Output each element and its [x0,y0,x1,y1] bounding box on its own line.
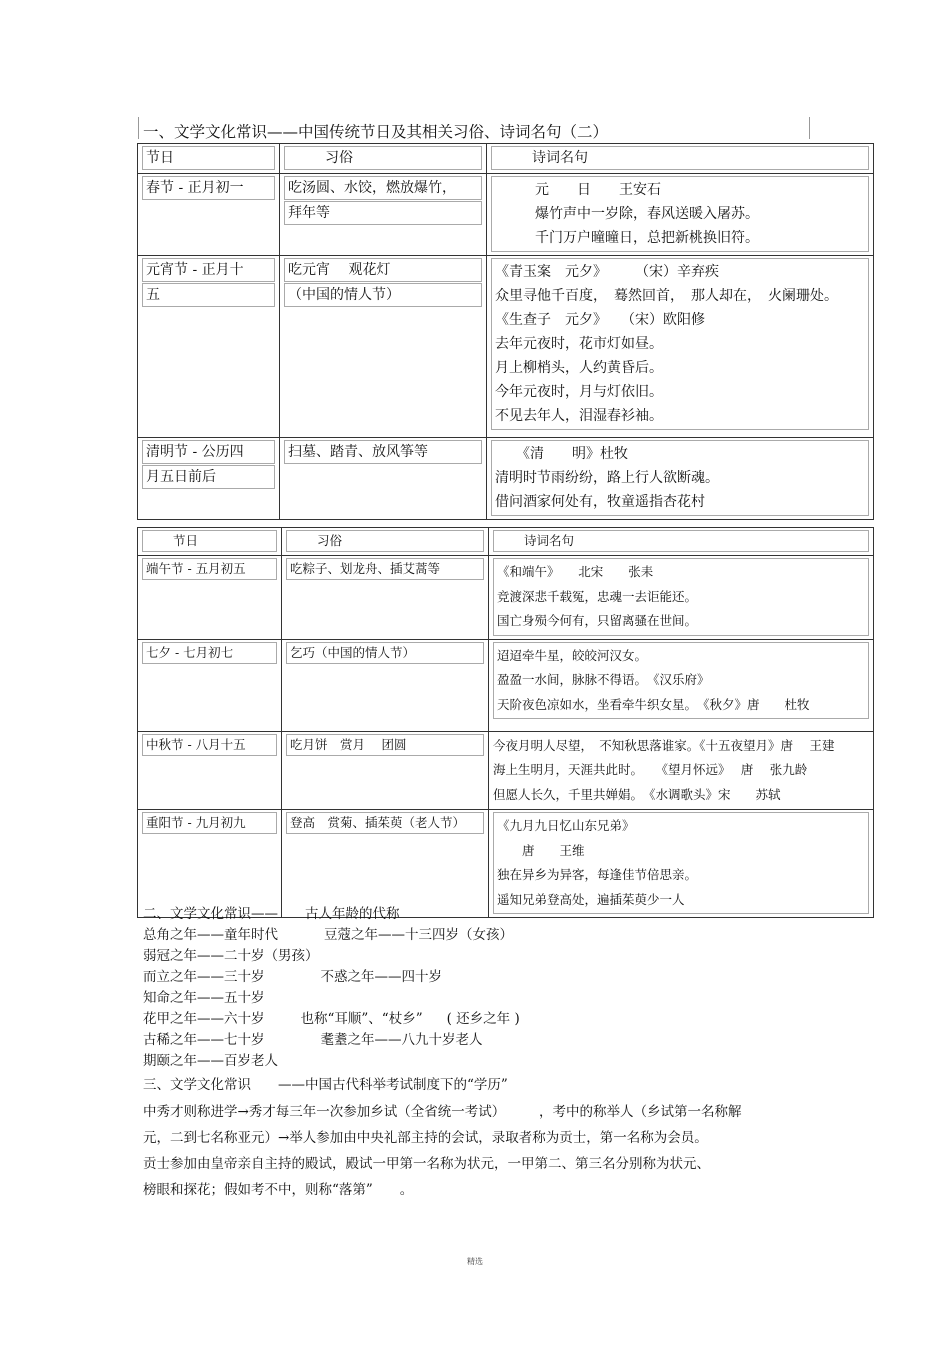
table-row [138,731,874,810]
age-term: 豆蔻之年——十三四岁（女孩） [324,927,513,943]
age-term: 耄耋之年——八九十岁老人 [320,1032,483,1048]
table-row [138,639,874,731]
age-term-row [143,1009,520,1030]
age-term: 花甲之年——六十岁 [143,1011,265,1027]
header-poems: 诗词名句 [493,530,869,552]
poem-line: 国亡身殒今何有，只留离骚在世间。 [497,613,698,628]
poem-line: 众里寻他千百度， 蓦然回首， 那人却在， 火阑珊处。 [495,288,838,304]
poem-line: 今夜月明人尽望， 不知秋思落谁家。《十五夜望月》唐 王建 [493,737,835,753]
age-term: 期颐之年——百岁老人 [143,1053,278,1069]
festival-name: 重阳节 - 九月初九 [142,812,277,834]
poem-block [491,176,869,252]
age-term-row [143,925,520,946]
poem-line: 海上生明月，天涯共此时。 《望月怀远》 唐 张九龄 [493,762,808,777]
poem-line: 《和端午》 北宋 张耒 [497,564,654,579]
festival-name: 五 [142,283,275,307]
age-term: 古稀之年——七十岁 [143,1032,265,1048]
poem-line: 竞渡深悲千载冤，忠魂一去讵能还。 [497,588,698,604]
header-festival: 节日 [142,146,275,170]
poem-line: 《青玉案 元夕》 （宋）辛弃疾 [495,264,719,280]
poem-line: 盈盈一水间，脉脉不得语。 《汉乐府》 [497,672,710,687]
festival-name: 月五日前后 [142,465,275,489]
paragraph-line: 贡士参加由皇帝亲自主持的殿试，殿试一甲第一名称为状元，一甲第二、第三名分别称为状元、 [143,1156,710,1172]
poem-line: 不见去年人，泪湿春衫袖。 [495,408,663,424]
poem-line: 今年元夜时，月与灯依旧。 [495,384,663,400]
festival-name: 中秋节 - 八月十五 [142,734,277,756]
poem-line: 千门万户曈曈日，总把新桃换旧符。 [535,230,759,246]
custom-text: 吃粽子、划龙舟、插艾蒿等 [286,558,484,580]
exam-section-body [143,1099,742,1203]
age-term-row [143,1030,520,1051]
table-row [138,810,874,918]
poem-line: 《九月九日忆山东兄弟》 [497,818,635,833]
poem-line: 借问酒家何处有，牧童遥指杏花村 [495,494,705,510]
poem-line: 月上柳梢头，人约黄昏后。 [495,360,663,376]
poem-line: 清明时节雨纷纷，路上行人欲断魂。 [495,470,719,486]
age-term: 弱冠之年——二十岁（男孩） [143,948,319,964]
poem-line: 《清 明》杜牧 [495,446,628,462]
poem-block [493,642,869,720]
custom-text: （中国的情人节） [284,283,482,307]
poem-line: 遥知兄弟登高处，遍插茱萸少一人 [497,891,685,907]
age-terms-section [143,904,520,1072]
table-row [138,174,874,256]
age-term: 而立之年——三十岁 [143,969,265,985]
poem-line: 迢迢牵牛星，皎皎河汉女。 [497,647,648,663]
custom-text: 拜年等 [284,201,482,225]
poem-line: 但愿人长久，千里共婵娟。 《水调歌头》宋 苏轼 [493,786,781,802]
age-term: 不惑之年——四十岁 [320,969,442,985]
poem-line: 唐 王维 [497,842,585,858]
poem-block [493,812,869,914]
custom-text: 吃月饼 赏月 团圆 [286,734,484,756]
poem-line: 爆竹声中一岁除，春风送暖入屠苏。 [535,206,759,222]
custom-text: 扫墓、踏青、放风筝等 [284,440,482,464]
table-row [138,256,874,438]
page-footer: 精选 [467,1257,483,1266]
exam-section-title: 三、文学文化常识 ——中国古代科举考试制度下的“学历” [143,1077,508,1093]
festival-name: 清明节 - 公历四 [142,440,275,464]
festival-name: 七夕 - 七月初七 [142,642,277,664]
custom-text: 吃汤圆、水饺，燃放爆竹， [284,176,482,200]
section1-title: 一、文学文化常识——中国传统节日及其相关习俗、诗词名句（二） [143,123,609,141]
festival-table-2 [137,527,874,918]
custom-text: 吃元宵 观花灯 [284,258,482,282]
paragraph-line: 元，二到七名称亚元）→举人参加由中央礼部主持的会试，录取者称为贡士，第一名称为会员。 [143,1130,708,1146]
table-header-row [138,528,874,556]
header-custom: 习俗 [284,146,482,170]
header-poems: 诗词名句 [491,146,869,170]
header-custom: 习俗 [286,530,484,552]
festival-name: 元宵节 - 正月十 [142,258,275,282]
table-header-row [138,144,874,174]
poem-block [493,734,869,808]
festival-name: 端午节 - 五月初五 [142,558,277,580]
paragraph-line: 中秀才则称进学→秀才每三年一次参加乡试（全省统一考试） ，考中的称举人（乡试第一名称解 [143,1104,742,1120]
age-term-note: ( 还乡之年 ) [446,1011,520,1027]
poem-block [493,558,869,636]
header-festival: 节日 [142,530,277,552]
poem-line: 《生查子 元夕》 （宋）欧阳修 [495,312,705,328]
festival-table-1 [137,143,874,520]
age-term-row [143,967,520,988]
poem-block [491,258,869,430]
table-row [138,556,874,640]
poem-block [491,440,869,516]
poem-line: 天阶夜色凉如水，坐看牵牛织女星。 《秋夕》唐 杜牧 [497,696,810,712]
age-term-note: 也称“耳顺”、“杖乡” [300,1011,423,1027]
poem-line: 元 日 王安石 [535,182,661,198]
table-row [138,438,874,520]
poem-line: 独在异乡为异客，每逢佳节倍思亲。 [497,867,698,882]
poem-line: 去年元夜时，花市灯如昼。 [495,336,663,352]
age-term: 总角之年——童年时代 [143,927,278,943]
section2-title: 二、文学文化常识—— 古人年龄的代称 [143,906,400,922]
paragraph-line: 榜眼和探花；假如考不中，则称“落第” 。 [143,1182,414,1198]
age-term: 知命之年——五十岁 [143,990,265,1006]
festival-name: 春节 - 正月初一 [142,176,275,200]
custom-text: 登高 赏菊、插茱萸（老人节） [286,812,484,834]
custom-text: 乞巧（中国的情人节） [286,642,484,664]
